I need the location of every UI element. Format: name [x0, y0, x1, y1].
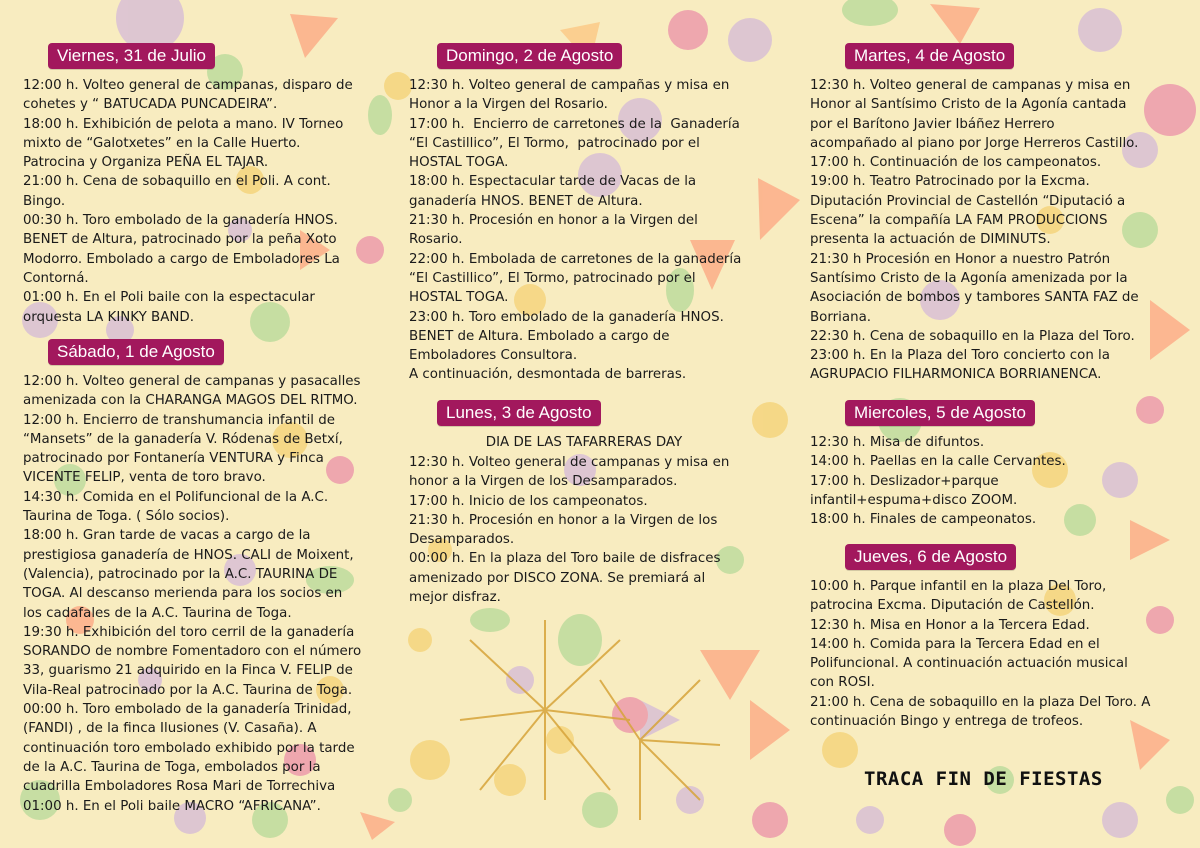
lunes-event-line: Desamparados.	[409, 532, 515, 548]
domingo-event-line: HOSTAL TOGA.	[409, 155, 509, 171]
martes-event-line: Honor al Santísimo Cristo de la Agonía cantada	[810, 97, 1127, 113]
sabado-event-line: (FANDI) , de la finca Ilusiones (V. Casaña). A	[23, 721, 317, 737]
sabado-event-line: 18:00 h. Gran tarde de vacas a cargo de la	[23, 528, 311, 544]
domingo-event-line: 23:00 h. Toro embolado de la ganadería HNOS.	[409, 309, 724, 325]
lunes-event-line: honor a la Virgen de los Desamparados.	[409, 474, 678, 490]
domingo-event-line: Honor a la Virgen del Rosario.	[409, 97, 608, 113]
domingo-events	[409, 76, 741, 385]
sabado-event-line: los cadafales de la A.C. Taurina de Toga.	[23, 605, 292, 621]
martes-event-line: AGRUPACIO FILHARMONICA BORRIANENCA.	[810, 367, 1102, 383]
heading-domingo: Domingo, 2 de Agosto	[437, 43, 622, 69]
martes-event-line: Borriana.	[810, 309, 872, 325]
viernes-event-line: Modorro. Embolado a cargo de Emboladores La	[23, 251, 340, 267]
closing-title: TRACA FIN DE FIESTAS	[864, 768, 1103, 790]
martes-event-line: acompañado al piano por Jorge Herreros Castillo.	[810, 135, 1139, 151]
sabado-event-line: amenizada con la CHARANGA MAGOS DEL RITMO.	[23, 393, 358, 409]
viernes-event-line: 18:00 h. Exhibición de pelota a mano. IV Torneo	[23, 116, 344, 132]
domingo-event-line: “El Castillico”, El Tormo, patrocinado por el	[409, 135, 700, 151]
viernes-event-line: 01:00 h. En el Poli baile con la espectacular	[23, 290, 315, 306]
martes-event-line: Santísimo Cristo de la Agonía amenizada por la	[810, 270, 1128, 286]
sabado-event-line: VICENTE FELIP, venta de toro bravo.	[23, 470, 266, 486]
viernes-event-line: 00:30 h. Toro embolado de la ganadería HNOS.	[23, 213, 338, 229]
sabado-event-line: cuadrilla Emboladores Rosa Mari de Torrechiva	[23, 779, 336, 795]
heading-miercoles: Miercoles, 5 de Agosto	[845, 400, 1035, 426]
heading-sabado: Sábado, 1 de Agosto	[48, 339, 224, 365]
miercoles-event-line: 14:00 h. Paellas en la calle Cervantes.	[810, 454, 1066, 470]
heading-martes: Martes, 4 de Agosto	[845, 43, 1014, 69]
domingo-event-line: 21:30 h. Procesión en honor a la Virgen del	[409, 213, 698, 229]
jueves-event-line: Polifuncional. A continuación actuación musical	[810, 656, 1128, 672]
sabado-event-line: “Mansets” de la ganadería V. Ródenas de Betxí,	[23, 431, 343, 447]
sabado-event-line: Taurina de Toga. ( Sólo socios).	[23, 509, 230, 525]
martes-event-line: Escena” la compañía LA FAM PRODUCCIONS	[810, 213, 1108, 229]
martes-event-line: Diputación Provincial de Castellón “Diputació a	[810, 193, 1126, 209]
viernes-event-line: BENET de Altura, patrocinado por la peña Xoto	[23, 232, 337, 248]
sabado-event-line: SORANDO de nombre Fomentadoro con el número	[23, 644, 362, 660]
sabado-event-line: patrocinado por Fontanería VENTURA y Finca	[23, 451, 324, 467]
domingo-event-line: Rosario.	[409, 232, 463, 248]
domingo-event-line: ganadería HNOS. BENET de Altura.	[409, 193, 643, 209]
jueves-event-line: 10:00 h. Parque infantil en la plaza Del Toro,	[810, 579, 1107, 594]
jueves-event-line: continuación Bingo y entrega de trofeos.	[810, 714, 1084, 730]
sabado-event-line: 33, guarismo 21 adquirido en la Finca V. FELIP de	[23, 663, 353, 679]
martes-event-line: presenta la actuación de DIMINUTS.	[810, 232, 1051, 248]
miercoles-event-line: infantil+espuma+disco ZOOM.	[810, 492, 1018, 508]
martes-event-line: 22:30 h. Cena de sobaquillo en la Plaza del Toro.	[810, 328, 1135, 344]
viernes-event-line: cohetes y “ BATUCADA PUNCADEIRA”.	[23, 97, 278, 113]
jueves-event-line: 14:00 h. Comida para la Tercera Edad en el	[810, 636, 1100, 652]
heading-jueves: Jueves, 6 de Agosto	[845, 544, 1016, 570]
sabado-event-line: 14:30 h. Comida en el Polifuncional de la A.C.	[23, 489, 329, 505]
jueves-event-line: patrocina Excma. Diputación de Castellón.	[810, 598, 1095, 614]
lunes-event-line: amenizado por DISCO ZONA. Se premiará al	[409, 570, 706, 586]
viernes-event-line: mixto de “Galotxetes” en la Calle Huerto.	[23, 135, 301, 151]
lunes-events	[409, 453, 729, 607]
domingo-event-line: 12:30 h. Volteo general de campañas y misa en	[409, 78, 730, 93]
sabado-event-line: prestigiosa ganadería de HNOS. CALI de Moixent,	[23, 547, 354, 563]
martes-events	[810, 76, 1139, 385]
sabado-event-line: 19:30 h. Exhibición del toro cerril de la ganadería	[23, 624, 355, 640]
lunes-event-line: 00:00 h. En la plaza del Toro baile de disfraces	[409, 551, 721, 567]
viernes-events	[23, 76, 353, 327]
miercoles-events	[810, 433, 1066, 529]
domingo-event-line: “El Castillico”, El Tormo, patrocinado por el	[409, 270, 696, 286]
viernes-event-line: 21:00 h. Cena de sobaquillo en el Poli. A cont.	[23, 174, 331, 190]
jueves-events	[810, 577, 1150, 731]
lunes-event-line: 21:30 h. Procesión en honor a la Virgen de los	[409, 512, 718, 528]
heading-lunes: Lunes, 3 de Agosto	[437, 400, 601, 426]
domingo-event-line: HOSTAL TOGA.	[409, 290, 509, 306]
sabado-event-line: Vila-Real patrocinado por la A.C. Taurina de Toga.	[23, 682, 353, 698]
martes-event-line: 23:00 h. En la Plaza del Toro concierto con la	[810, 348, 1110, 364]
sabado-event-line: 01:00 h. En el Poli baile MACRO “AFRICANA”.	[23, 798, 321, 814]
lunes-event-line: 12:30 h. Volteo general de campanas y misa en	[409, 455, 730, 470]
domingo-event-line: 22:00 h. Embolada de carretones de la ganadería	[409, 251, 742, 267]
sabado-event-line: de la A.C. Taurina de Toga, embolados por la	[23, 759, 321, 775]
domingo-event-line: 17:00 h. Encierro de carretones de la Ganadería	[409, 116, 740, 132]
miercoles-event-line: 17:00 h. Deslizador+parque	[810, 473, 999, 489]
martes-event-line: 12:30 h. Volteo general de campanas y misa en	[810, 78, 1131, 93]
sabado-event-line: continuación toro embolado exhibido por la tarde	[23, 740, 355, 756]
sabado-event-line: TOGA. Al descanso merienda para los socios en	[23, 586, 343, 602]
martes-event-line: Asociación de bombos y tambores SANTA FAZ de	[810, 290, 1139, 306]
lunes-event-line: 17:00 h. Inicio de los campeonatos.	[409, 493, 648, 509]
heading-viernes: Viernes, 31 de Julio	[48, 43, 215, 69]
domingo-event-line: BENET de Altura. Embolado a cargo de	[409, 328, 670, 344]
martes-event-line: 19:00 h. Teatro Patrocinado por la Excma.	[810, 174, 1090, 190]
lunes-event-line: mejor disfraz.	[409, 590, 501, 606]
jueves-event-line: con ROSI.	[810, 675, 875, 691]
sabado-events	[23, 372, 361, 816]
jueves-event-line: 12:30 h. Misa en Honor a la Tercera Edad.	[810, 617, 1090, 633]
sabado-event-line: 12:00 h. Volteo general de campanas y pasacalles	[23, 374, 361, 389]
jueves-event-line: 21:00 h. Cena de sobaquillo en la plaza Del Toro. A	[810, 694, 1151, 710]
viernes-event-line: 12:00 h. Volteo general de campanas, disparo de	[23, 78, 353, 93]
domingo-event-line: 18:00 h. Espectacular tarde de Vacas de la	[409, 174, 697, 190]
viernes-event-line: orquesta LA KINKY BAND.	[23, 309, 194, 325]
martes-event-line: 17:00 h. Continuación de los campeonatos.	[810, 155, 1102, 171]
domingo-event-line: A continuación, desmontada de barreras.	[409, 367, 687, 383]
domingo-event-line: Emboladores Consultora.	[409, 348, 578, 364]
martes-event-line: por el Barítono Javier Ibáñez Herrero	[810, 116, 1055, 132]
miercoles-event-line: 18:00 h. Finales de campeonatos.	[810, 512, 1037, 528]
sabado-event-line: 12:00 h. Encierro de transhumancia infantil de	[23, 412, 336, 428]
viernes-event-line: Patrocina y Organiza PEÑA EL TAJAR.	[23, 155, 269, 171]
viernes-event-line: Bingo.	[23, 193, 66, 209]
miercoles-event-line: 12:30 h. Misa de difuntos.	[810, 435, 985, 450]
sabado-event-line: 00:00 h. Toro embolado de la ganadería Trinidad,	[23, 702, 352, 718]
lunes-subtitle: DIA DE LAS TAFARRERAS DAY	[485, 435, 683, 450]
viernes-event-line: Contorná.	[23, 270, 89, 286]
martes-event-line: 21:30 h Procesión en Honor a nuestro Patrón	[810, 251, 1111, 267]
sabado-event-line: (Valencia), patrocinado por la A.C. TAURINA DE	[23, 566, 338, 582]
